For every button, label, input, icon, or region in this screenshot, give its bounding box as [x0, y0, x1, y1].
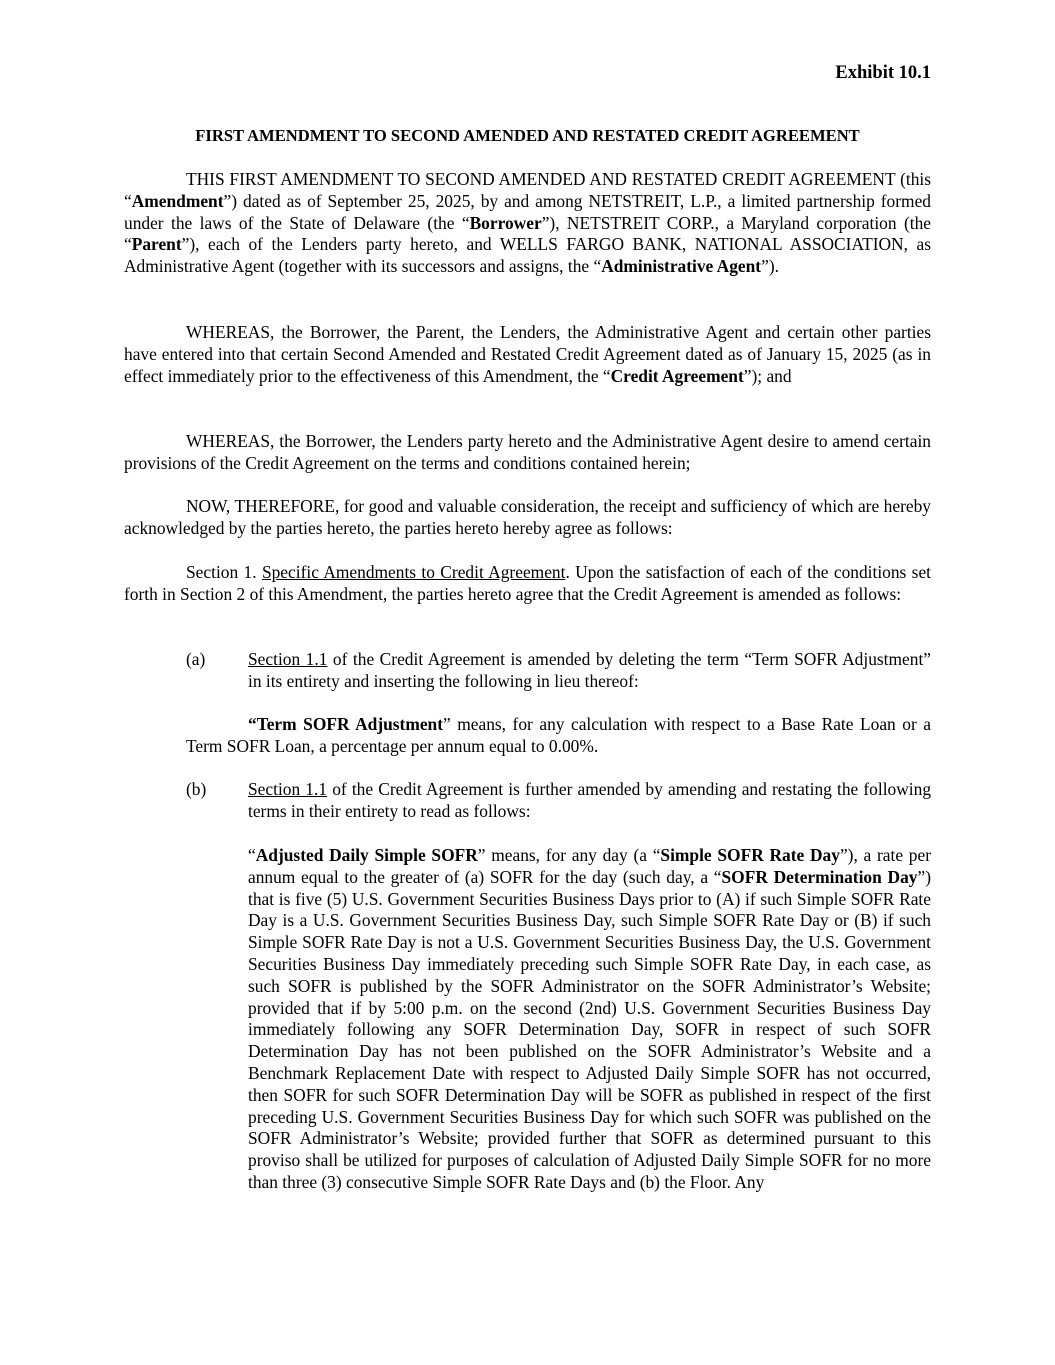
preamble-paragraph: THIS FIRST AMENDMENT TO SECOND AMENDED AND RESTATED CREDIT AGREEMENT (this “Amendment”) dated as of September 25, 2025, by and among NETSTREIT, L.P., a limited partnership formed under the laws of the State of Delaware (the “Borrower”), NETSTREIT CORP., a Maryland corporation (the “Parent”), each of the Lenders party hereto, and WELLS FARGO BANK, NATIONAL ASSOCIATION, as Administrative Agent (together with its successors and assigns, the “Administrative Agent”).: [124, 169, 931, 277]
defined-term: Borrower: [469, 212, 542, 233]
item-b-label: (b): [186, 779, 207, 799]
defined-term: “Term SOFR Adjustment: [248, 714, 444, 734]
whereas-paragraph-1: WHEREAS, the Borrower, the Parent, the Lenders, the Administrative Agent and certain other parties have entered into that certain Second Amended and Restated Credit Agreement dated as of January 15, 2025 (as in effect immediately prior to the effectiveness of this Amendment, the “Credit Agreement”); and: [124, 322, 931, 386]
section-1-paragraph: Section 1. Specific Amendments to Credit Agreement. Upon the satisfaction of each of the conditions set forth in Section 2 of this Amendment, the parties hereto agree that the Credit Agreement is amended as follows:: [124, 562, 931, 604]
now-therefore-paragraph: NOW, THEREFORE, for good and valuable consideration, the receipt and sufficiency of which are hereby acknowledged by the parties hereto, the parties hereto hereby agree as follows:: [124, 496, 931, 538]
exhibit-label: Exhibit 10.1: [835, 63, 931, 83]
item-a-text: Section 1.1 of the Credit Agreement is amended by deleting the term “Term SOFR Adjustment” in its entirety and inserting the following in lieu thereof:: [248, 649, 931, 691]
document-title: FIRST AMENDMENT TO SECOND AMENDED AND RESTATED CREDIT AGREEMENT: [195, 126, 860, 145]
defined-term: SOFR Determination Day: [721, 866, 918, 887]
defined-term: Credit Agreement: [610, 365, 744, 386]
defined-term: Adjusted Daily Simple SOFR: [255, 845, 478, 865]
whereas-paragraph-2: WHEREAS, the Borrower, the Lenders party hereto and the Administrative Agent desire to amend certain provisions of the Credit Agreement on the terms and conditions contained herein;: [124, 431, 931, 473]
defined-term: Parent: [131, 234, 182, 255]
defined-term: Amendment: [131, 190, 224, 211]
item-a-label: (a): [186, 649, 206, 669]
item-b-text: Section 1.1 of the Credit Agreement is further amended by amending and restating the following terms in their entirety to read as follows:: [248, 779, 932, 821]
defined-term: Simple SOFR Rate Day: [660, 845, 840, 865]
section-heading: Specific Amendments to Credit Agreement: [261, 562, 566, 582]
defined-term: Administrative Agent: [601, 256, 762, 277]
adjusted-daily-simple-sofr-definition: “Adjusted Daily Simple SOFR” means, for any day (a “Simple SOFR Rate Day”), a rate per annum equal to the greater of (a) SOFR for the day (such day, a “SOFR Determination Day”) that is five (5) U.S. Government Securities Business Days prior to (A) if such Simple SOFR Rate Day is a U.S. Government Securities Business Day, such Simple SOFR Rate Day or (B) if such Simple SOFR Rate Day is not a U.S. Government Securities Business Day, the U.S. Government Securities Business Day immediately preceding such Simple SOFR Rate Day, in each case, as such SOFR is published by the SOFR Administrator on the SOFR Administrator’s Website; provided that if by 5:00 p.m. on the second (2nd) U.S. Government Securities Business Day immediately following any SOFR Determination Day, SOFR in respect of such SOFR Determination Day has not been published on the SOFR Administrator’s Website and a Benchmark Replacement Date with respect to Adjusted Daily Simple SOFR has not occurred, then SOFR for such SOFR Determination Day will be SOFR as published in respect of the first preceding U.S. Government Securities Business Day for which such SOFR was published on the SOFR Administrator’s Website; provided further that SOFR as determined pursuant to this proviso shall be utilized for purposes of calculation of Adjusted Daily Simple SOFR for no more than three (3) consecutive Simple SOFR Rate Days and (b) the Floor. Any: [248, 845, 931, 1192]
section-reference: Section 1.1: [248, 779, 328, 799]
term-sofr-adjustment-definition: “Term SOFR Adjustment” means, for any calculation with respect to a Base Rate Loan or a Term SOFR Loan, a percentage per annum equal to 0.00%.: [186, 714, 931, 756]
section-reference: Section 1.1: [248, 649, 328, 669]
